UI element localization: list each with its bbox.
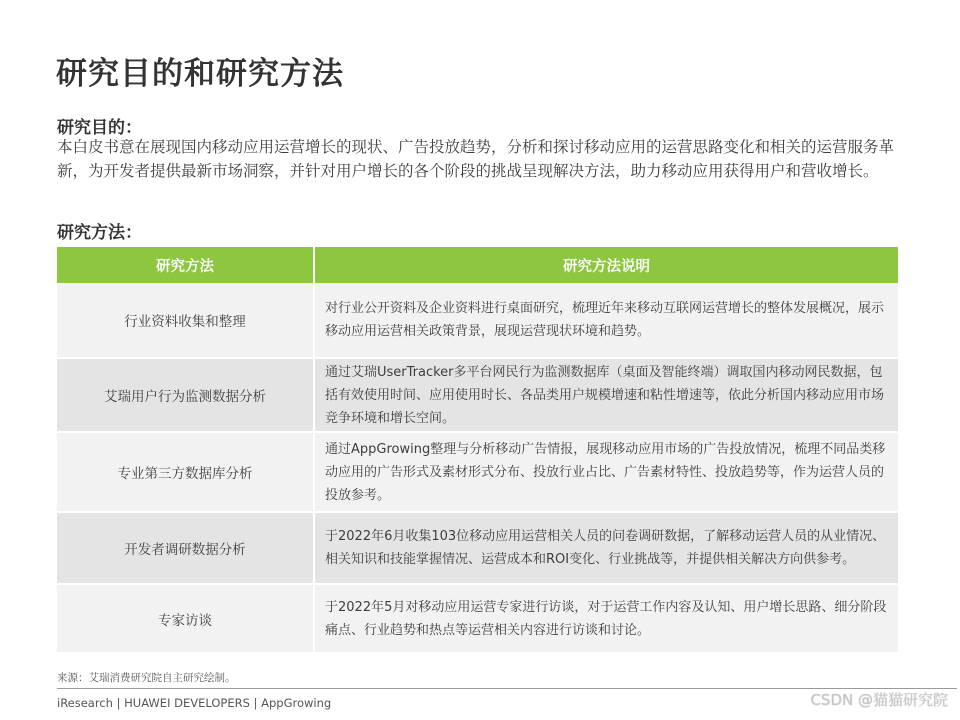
purpose-heading: 研究目的：	[57, 118, 142, 138]
method-cell: 艾瑞用户行为监测数据分析	[57, 359, 315, 431]
description-text: 于2022年5月对移动应用运营专家进行访谈，对于运营工作内容及认知、用户增长思路、细分阶段痛点、行业趋势和热点等运营相关内容进行访谈和讨论。	[325, 599, 887, 638]
description-cell	[315, 585, 898, 652]
purpose-body: 本白皮书意在展现国内移动应用运营增长的现状、广告投放趋势，分析和探讨移动应用的运营思路变化和相关的运营服务革新，为开发者提供最新市场洞察，并针对用户增长的各个阶段的挑战呈现解决方法，助力移动应用获得用户和营收增长。	[57, 138, 895, 180]
table-row	[57, 433, 898, 513]
description-text: 通过艾瑞UserTracker多平台网民行为监测数据库（桌面及智能终端）调取国内移动网民数据，包括有效使用时间、应用使用时长、各品类用户规模增速和粘性增速等，依此分析国内移动应用市场竞争环境和增长空间。	[325, 364, 885, 426]
description-cell	[315, 359, 898, 431]
footer-brands: iResearch | HUAWEI DEVELOPERS | AppGrowing	[57, 696, 332, 710]
table-row	[57, 513, 898, 585]
description-text: 通过AppGrowing整理与分析移动广告情报，展现移动应用市场的广告投放情况，梳理不同品类移动应用的广告形式及素材形式分布、投放行业占比、广告素材特性、投放趋势等，作为运营人员的投放参考。	[325, 441, 886, 503]
methods-table	[57, 247, 898, 654]
description-text: 于2022年6月收集103位移动应用运营相关人员的问卷调研数据，了解移动运营人员的从业情况、相关知识和技能掌握情况、运营成本和ROI变化、行业挑战等，并提供相关解决方向供参考。	[325, 529, 886, 567]
page-title: 研究目的和研究方法	[56, 56, 344, 92]
watermark: CSDN @猫猫研究院	[810, 691, 948, 709]
method-cell: 专业第三方数据库分析	[57, 433, 315, 511]
description-text: 对行业公开资料及企业资料进行桌面研究，梳理近年来移动互联网运营增长的整体发展概况，展示移动应用运营相关政策背景，展现运营现状环境和趋势。	[325, 301, 885, 339]
method-cell: 专家访谈	[57, 585, 315, 652]
table-header-description: 研究方法说明	[563, 258, 650, 275]
source-note: 来源：艾瑞消费研究院自主研究绘制。	[57, 672, 236, 684]
table-header-row	[57, 247, 898, 283]
table-header-method: 研究方法	[57, 247, 315, 283]
method-cell: 开发者调研数据分析	[57, 513, 315, 583]
description-cell	[315, 433, 898, 511]
description-cell	[315, 283, 898, 357]
methods-heading: 研究方法：	[57, 223, 142, 243]
description-cell	[315, 513, 898, 583]
table-row	[57, 585, 898, 654]
method-cell: 行业资料收集和整理	[57, 283, 315, 357]
table-row	[57, 359, 898, 433]
table-row	[57, 283, 898, 359]
